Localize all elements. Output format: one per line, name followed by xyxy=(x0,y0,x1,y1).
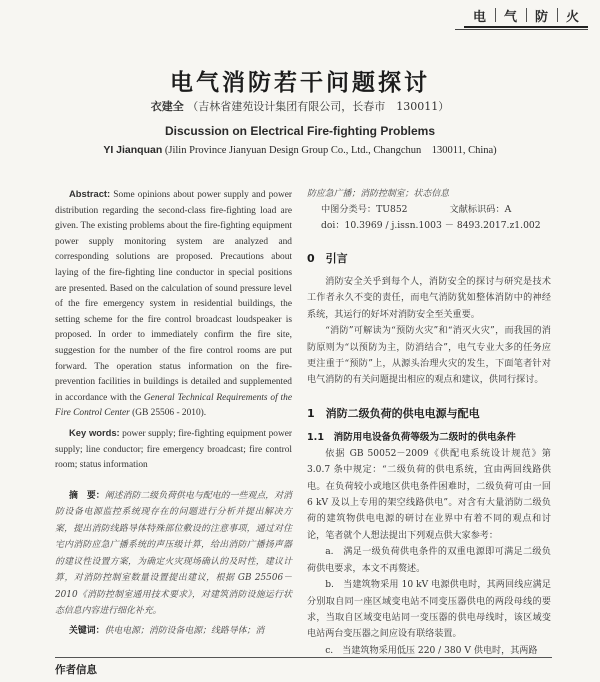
subsection-1-1-heading: 1.1 消防用电设备负荷等级为二级时的供电条件 xyxy=(307,431,516,443)
abstract-cn xyxy=(55,488,292,620)
section-tag xyxy=(464,6,588,28)
list-item-b: b. 当建筑物采用 10 kV 电源供电时，其两回线应满足分别取自同一座区域变电站不同变压器供电的两段母线的要求，当取自区域变电站同一变压器的供电母线时，该区域变电站两台变压器之间应设有联络装置。 xyxy=(307,580,551,640)
clc-value: TU852 xyxy=(376,204,408,215)
list-item-a: a. 满足一级负荷供电条件的双重电源即可满足二级负荷供电要求，本文不再赘述。 xyxy=(307,547,551,574)
left-column xyxy=(55,186,292,639)
author-affiliation-cn: （吉林省建苑设计集团有限公司，长春市 130011） xyxy=(187,100,450,113)
author-name-en: YI Jianquan xyxy=(103,144,163,156)
section-1-paragraph: 依据 GB 50052－2009《供配电系统设计规范》第 3.0.7 条中规定：“二级负荷的供电系统，宜由两回线路供电。在负荷较小或地区供电条件困难时，二级负荷可由一回 6 kV 及以上专用的架空线路供电”。对含有大量消防二级负荷的建筑物供电电源的研讨在业界中有着不同的观点和讨论，笔者就个人想法提出下列观点供大家参考： xyxy=(307,448,551,541)
abstract-en-text: Some opinions about power supply and power distribution regarding the second-class fire-fighting load are given. The existing problems about the fire-fighting equipment power supply monitoring system are analyzed and corresponding solutions are proposed. Precautions about laying of the fire-fighting line conductor in special positions are presented. Based on the calculation of sound pressure level of the fire emergency system in residential buildings, the setting scheme for the fire control broadcast loudspeaker is proposed. In order to immediately confirm the fire site, suggestion for the number of the fire control rooms are put forward. The operation status information on the fire-prevention facilities in buildings is detailed and supplemented in accordance with the xyxy=(55,190,292,403)
section-tag-char: 火 xyxy=(557,6,588,28)
abstract-cn-text: 阐述消防二级负荷供电与配电的一些观点，对消防设备电源监控系统现存在的问题进行分析并提出解决方案，提出消防线路导体特殊部位敷设的注意事项，通过对住宅内消防应急广播系统的声压级计算，给出消防广播扬声器的建议性设置方案，为确定火灾现场确认的及时性，建议计算，对消防控制室数量设置提出建议，根据 GB 25506－2010《消防控制室通用技术要求》，对建筑消防设施运行状态信息内容进行细化补充。 xyxy=(55,490,292,617)
keywords-en-text: power supply; fire-fighting equipment power supply; line conductor; fire emergency broadcast; fire control room; status information xyxy=(55,428,292,471)
doi-label: doi： xyxy=(321,220,345,231)
footer-rule xyxy=(55,657,552,658)
author-info-label: 作者信息 xyxy=(55,664,97,676)
doi-value: 10.3969 / j.issn.1003 － 8493.2017.z1.002 xyxy=(344,220,541,231)
doi-line xyxy=(307,218,551,234)
abstract-en xyxy=(55,186,292,422)
section-1-heading: 1 消防二级负荷的供电电源与配电 xyxy=(307,406,480,420)
section-tag-char: 防 xyxy=(526,6,557,28)
right-column xyxy=(307,186,551,659)
paper-title-en: Discussion on Electrical Fire-fighting Problems xyxy=(164,124,436,138)
abstract-en-label: Abstract: xyxy=(69,188,111,199)
doc-code-label: 文献标识码： xyxy=(449,204,505,215)
paper-title-cn: 电气消防若干问题探讨 xyxy=(170,70,430,96)
abstract-cn-label: 摘 要： xyxy=(69,490,105,501)
section-0-paragraph: “消防”可解读为“预防火灾”和“消灭火灾”，而我国的消防原则为“以预防为主，防消结合”，电气专业大多的任务应更注重于“预防”上，从源头治理火灾的发生，下面笔者针对电气消防的有关问题提出相应的观点和建议，供同行探讨。 xyxy=(307,326,551,386)
keywords-cn-label: 关键词： xyxy=(69,625,105,636)
clc-label: 中图分类号： xyxy=(321,204,377,215)
keywords-en-label: Key words: xyxy=(69,426,120,438)
keywords-cn-text: 供电电源；消防设备电源；线路导体；消 xyxy=(104,625,265,636)
author-line-cn xyxy=(0,98,600,114)
keywords-en xyxy=(55,425,292,474)
author-name-cn: 衣建全 xyxy=(150,100,184,113)
doc-code-value: A xyxy=(504,204,512,215)
abstract-en-end: (GB 25506 - 2010). xyxy=(129,408,207,419)
keywords-cn-continued: 防应急广播；消防控制室；状态信息 xyxy=(307,189,449,199)
section-0-heading: 0 引言 xyxy=(307,252,348,265)
section-tag-char: 电 xyxy=(464,6,495,28)
abstract-en-standard-title: General Technical Requirements of the Fire Control Center xyxy=(55,392,292,419)
section-0-paragraph: 消防安全关乎到每个人，消防安全的探讨与研究是技术工作者永久不变的责任，而电气消防犹如整体消防中的神经系统，其运行的好坏对消防安全至关重要。 xyxy=(307,277,551,320)
author-affiliation-en: (Jilin Province Jianyuan Design Group Co., Ltd., Changchun 130011, China) xyxy=(164,145,497,156)
keywords-cn xyxy=(55,623,292,640)
header-rule xyxy=(455,29,588,30)
author-line-en xyxy=(0,142,600,157)
list-item-c: c. 当建筑物采用低压 220 / 380 V 供电时，其两路 xyxy=(325,645,538,656)
classification-line xyxy=(307,202,551,218)
section-tag-char: 气 xyxy=(495,6,526,28)
